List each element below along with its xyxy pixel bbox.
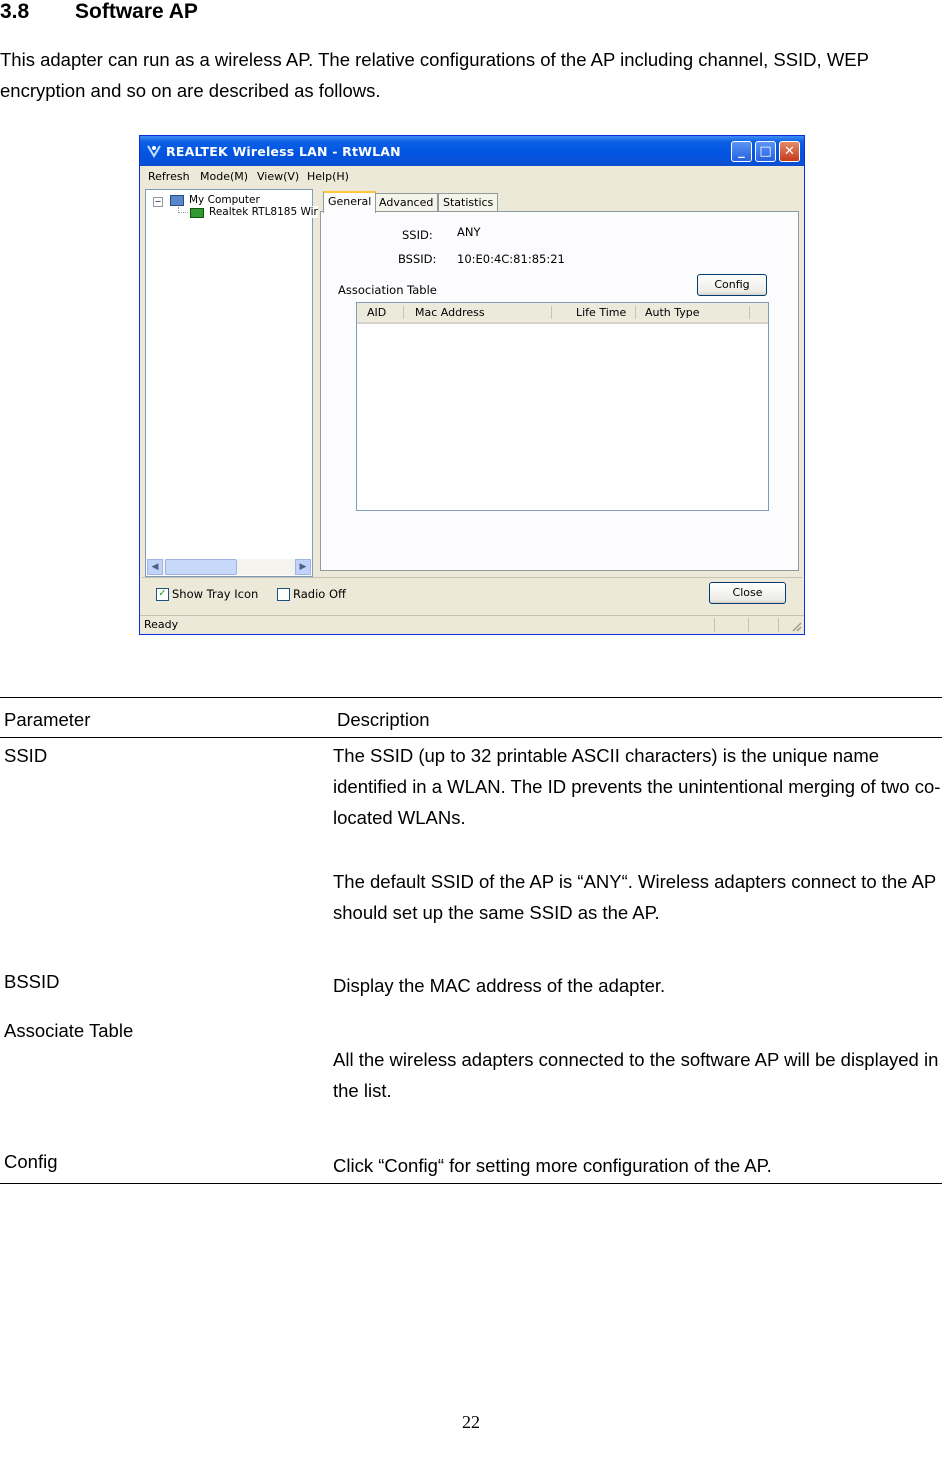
param-bssid: BSSID	[4, 971, 60, 992]
desc-config: Click “Config“ for setting more configuration of the AP.	[333, 1155, 772, 1176]
status-bar	[140, 615, 804, 634]
radio-off-checkbox[interactable]	[277, 588, 290, 601]
tab-advanced[interactable]: Advanced	[374, 193, 438, 212]
close-window-button[interactable]: ✕	[779, 141, 800, 162]
header-description: Description	[337, 709, 430, 730]
bottom-bar	[140, 577, 804, 611]
section-title: Software AP	[75, 0, 198, 23]
desc-ssid-1: The SSID (up to 32 printable ASCII characters) is the unique name identified in a WLAN. The ID prevents the unintentional merging of two co-located WLANs.	[333, 745, 941, 828]
tab-general[interactable]: General	[323, 191, 376, 213]
header-parameter: Parameter	[4, 709, 91, 730]
computer-icon	[170, 195, 184, 206]
maximize-button[interactable]: □	[755, 141, 776, 162]
section-number: 3.8	[0, 0, 30, 23]
scroll-thumb[interactable]	[165, 559, 237, 575]
network-adapter-icon	[190, 208, 204, 218]
association-table-header	[357, 303, 768, 324]
tree-item-my-computer[interactable]: My Computer	[189, 194, 260, 206]
column-divider	[403, 306, 404, 319]
minimize-button[interactable]: _	[731, 141, 752, 162]
close-button[interactable]: Close	[709, 582, 786, 604]
device-tree[interactable]	[145, 189, 318, 577]
tree-item-adapter[interactable]: Realtek RTL8185 Wir	[209, 206, 318, 218]
table-header-rule	[0, 737, 942, 738]
wireless-app-icon	[146, 144, 162, 158]
tree-collapse-icon[interactable]: −	[154, 197, 162, 206]
column-aid[interactable]: AID	[367, 306, 387, 319]
section-heading	[0, 0, 198, 24]
status-text: Ready	[144, 618, 179, 631]
tree-horizontal-scrollbar[interactable]	[147, 559, 311, 575]
rtwlan-window	[139, 135, 805, 635]
column-mac-address[interactable]: Mac Address	[415, 306, 485, 319]
param-associate-table: Associate Table	[4, 1020, 134, 1041]
param-config: Config	[4, 1151, 58, 1172]
intro-paragraph: This adapter can run as a wireless AP. The relative configurations of the AP including channel, SSID, WEP encryption and so on are described as follows.	[0, 49, 869, 101]
show-tray-icon-label[interactable]: Show Tray Icon	[172, 587, 259, 601]
desc-ssid-2: The default SSID of the AP is “ANY“. Wireless adapters connect to the AP should set up the same SSID as the AP.	[333, 871, 936, 923]
column-divider	[635, 306, 636, 319]
menu-view[interactable]: View(V)	[257, 170, 300, 183]
status-divider	[748, 618, 749, 632]
resize-grip-icon[interactable]	[791, 621, 802, 632]
title-bar[interactable]	[140, 136, 804, 166]
bssid-value: 10:E0:4C:81:85:21	[457, 252, 565, 266]
ssid-value: ANY	[457, 225, 481, 239]
ssid-label: SSID:	[402, 228, 433, 242]
scroll-right-icon[interactable]: ▶	[295, 559, 311, 575]
menu-bar	[140, 167, 804, 187]
menu-help[interactable]: Help(H)	[307, 170, 349, 183]
status-divider	[778, 618, 779, 632]
menu-mode[interactable]: Mode(M)	[200, 170, 249, 183]
column-life-time[interactable]: Life Time	[576, 306, 627, 319]
table-top-rule	[0, 697, 942, 698]
tab-statistics[interactable]: Statistics	[438, 193, 498, 212]
scroll-left-icon[interactable]: ◀	[147, 559, 163, 575]
bssid-label: BSSID:	[398, 252, 437, 266]
status-divider	[714, 618, 715, 632]
table-bottom-rule	[0, 1183, 942, 1184]
param-ssid: SSID	[4, 745, 48, 766]
page-number: 22	[462, 1412, 480, 1432]
desc-bssid: Display the MAC address of the adapter.	[333, 975, 666, 996]
show-tray-icon-checkbox[interactable]: ✓	[156, 588, 169, 601]
divider	[142, 577, 802, 578]
config-button[interactable]: Config	[697, 274, 767, 296]
desc-associate-table: All the wireless adapters connected to the software AP will be displayed in the list.	[333, 1049, 939, 1101]
radio-off-label[interactable]: Radio Off	[293, 587, 346, 601]
menu-refresh[interactable]: Refresh	[148, 170, 190, 183]
tree-connector	[178, 212, 188, 214]
association-table-label: Association Table	[338, 283, 437, 297]
column-auth-type[interactable]: Auth Type	[645, 306, 700, 319]
column-divider	[551, 306, 552, 319]
window-title: REALTEK Wireless LAN - RtWLAN	[166, 144, 401, 159]
column-divider	[749, 306, 750, 319]
association-table[interactable]	[356, 302, 769, 511]
